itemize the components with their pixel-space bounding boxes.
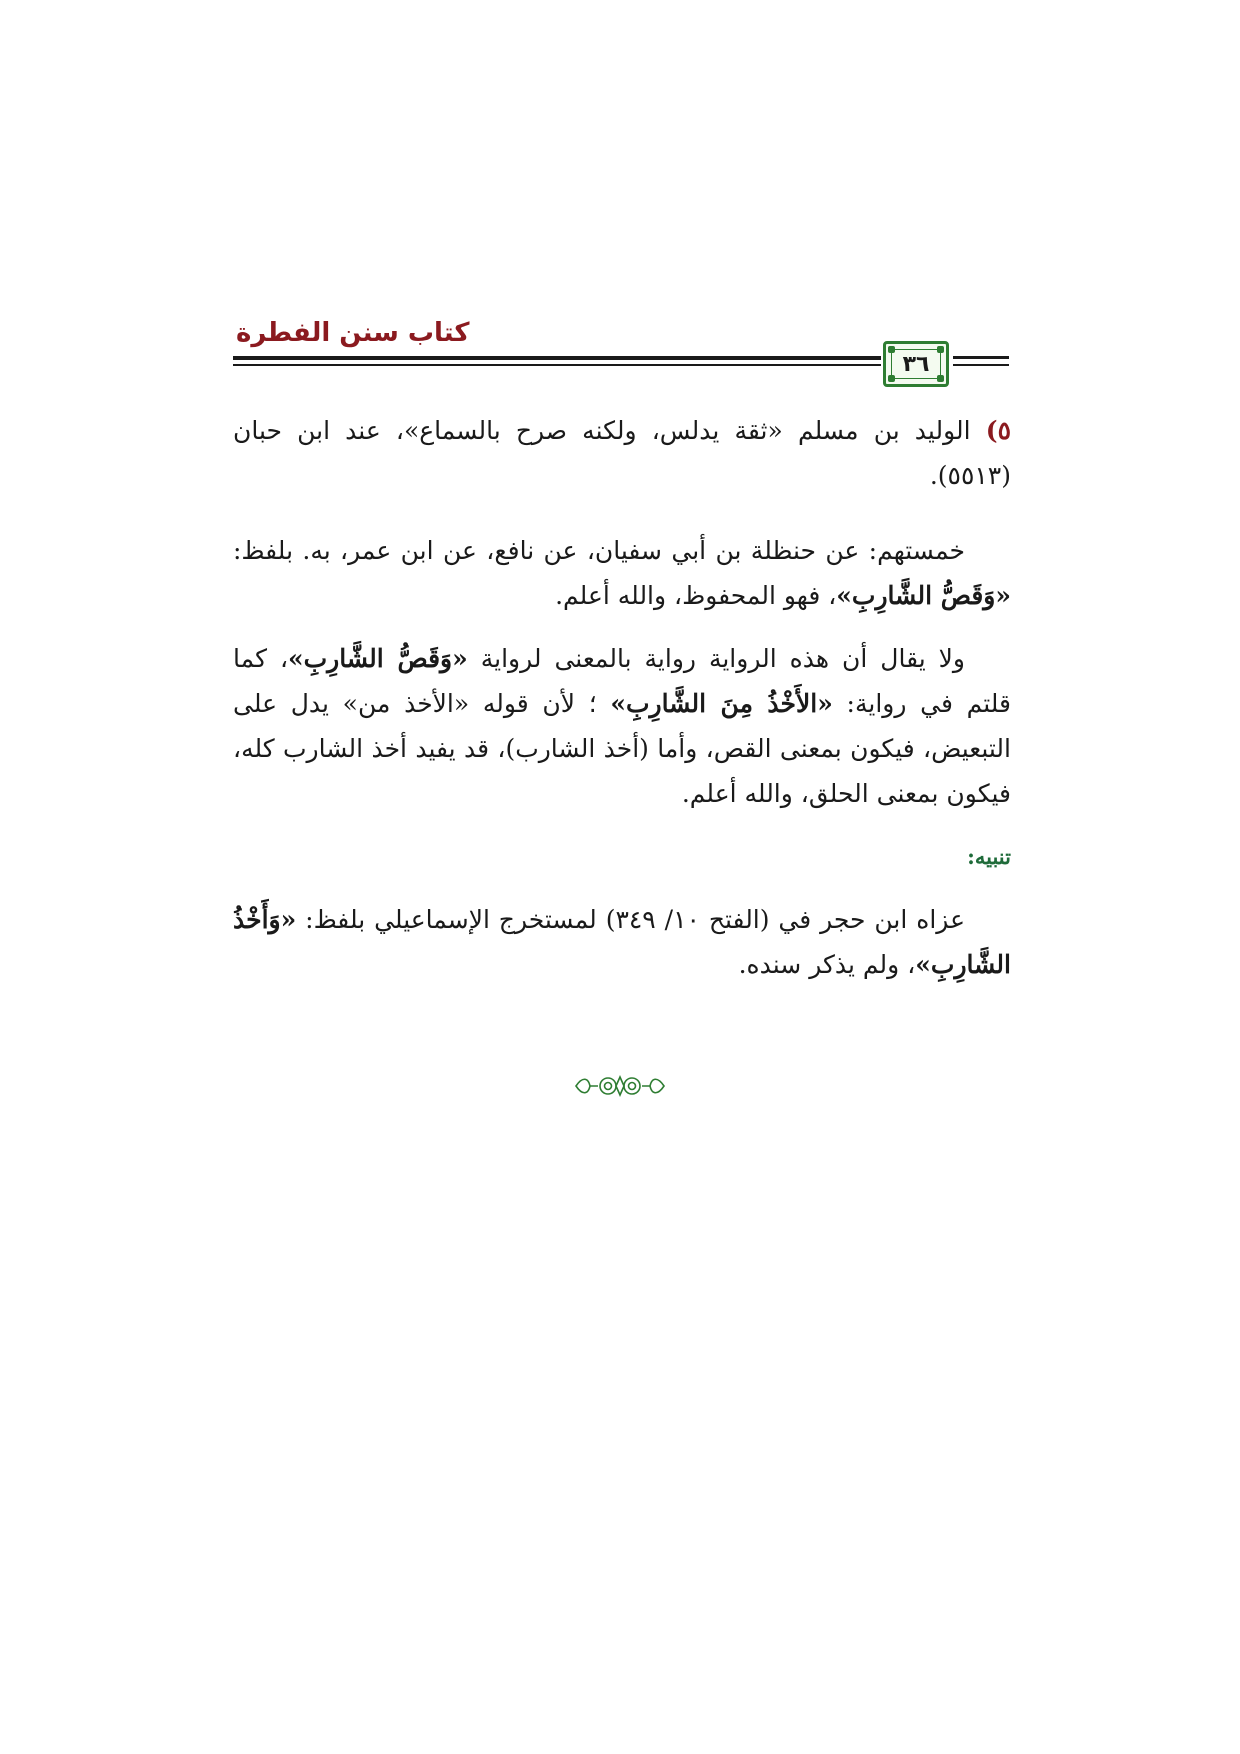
- note-tail: ، ولم يذكر سنده.: [738, 950, 916, 979]
- header-rule-thick: [233, 356, 881, 360]
- paragraph-2: [233, 636, 1011, 816]
- footnote-number: ٥): [985, 416, 1011, 445]
- page-number-badge: [883, 341, 949, 387]
- note-paragraph: [233, 897, 1011, 987]
- page-number: ٣٦: [902, 351, 930, 377]
- paragraph-1-text: خمستهم: عن حنظلة بن أبي سفيان، عن نافع، عن ابن عمر، به. بلفظ:: [233, 536, 965, 565]
- note-heading: تنبيه:: [967, 844, 1011, 869]
- note-text: عزاه ابن حجر في (الفتح ١٠/ ٣٤٩) لمستخرج الإسماعيلي بلفظ:: [305, 905, 965, 934]
- paragraph-2-text-3: ؛ لأن قوله «الأخذ من» يدل على التبعيض، فيكون بمعنى القص، وأما (أخذ الشارب)، قد يفيد أخذ الشارب كله، فيكون بمعنى الحلق، والله أعلم.: [233, 689, 1011, 808]
- book-title: كتاب سنن الفطرة: [236, 318, 470, 348]
- header-rule-right-a: [953, 356, 1009, 359]
- paragraph-2-quote-1: «وَقَصُّ الشَّارِبِ»: [288, 644, 468, 673]
- header-rule-thin: [233, 364, 881, 366]
- paragraph-2-text-2: ، كما قلتم في رواية:: [233, 644, 1012, 718]
- floral-divider-icon: [570, 1071, 670, 1101]
- paragraph-2-quote-2: «الأَخْذُ مِنَ الشَّارِبِ»: [610, 689, 833, 718]
- footnote-5: [233, 408, 1011, 498]
- note-quote: «وَأَخْذُ الشَّارِبِ»: [233, 905, 1011, 979]
- footnote-text: الوليد بن مسلم «ثقة يدلس، ولكنه صرح بالسماع»، عند ابن حبان (٥٥١٣).: [233, 416, 1011, 490]
- paragraph-1: [233, 528, 1011, 618]
- paragraph-2-text-1: ولا يقال أن هذه الرواية رواية بالمعنى لرواية: [480, 644, 965, 673]
- paragraph-1-tail: ، فهو المحفوظ، والله أعلم.: [555, 581, 837, 610]
- header-rule-right-b: [953, 364, 1009, 366]
- paragraph-1-quote: «وَقَصُّ الشَّارِبِ»: [836, 581, 1011, 610]
- page-body: [233, 408, 1011, 1005]
